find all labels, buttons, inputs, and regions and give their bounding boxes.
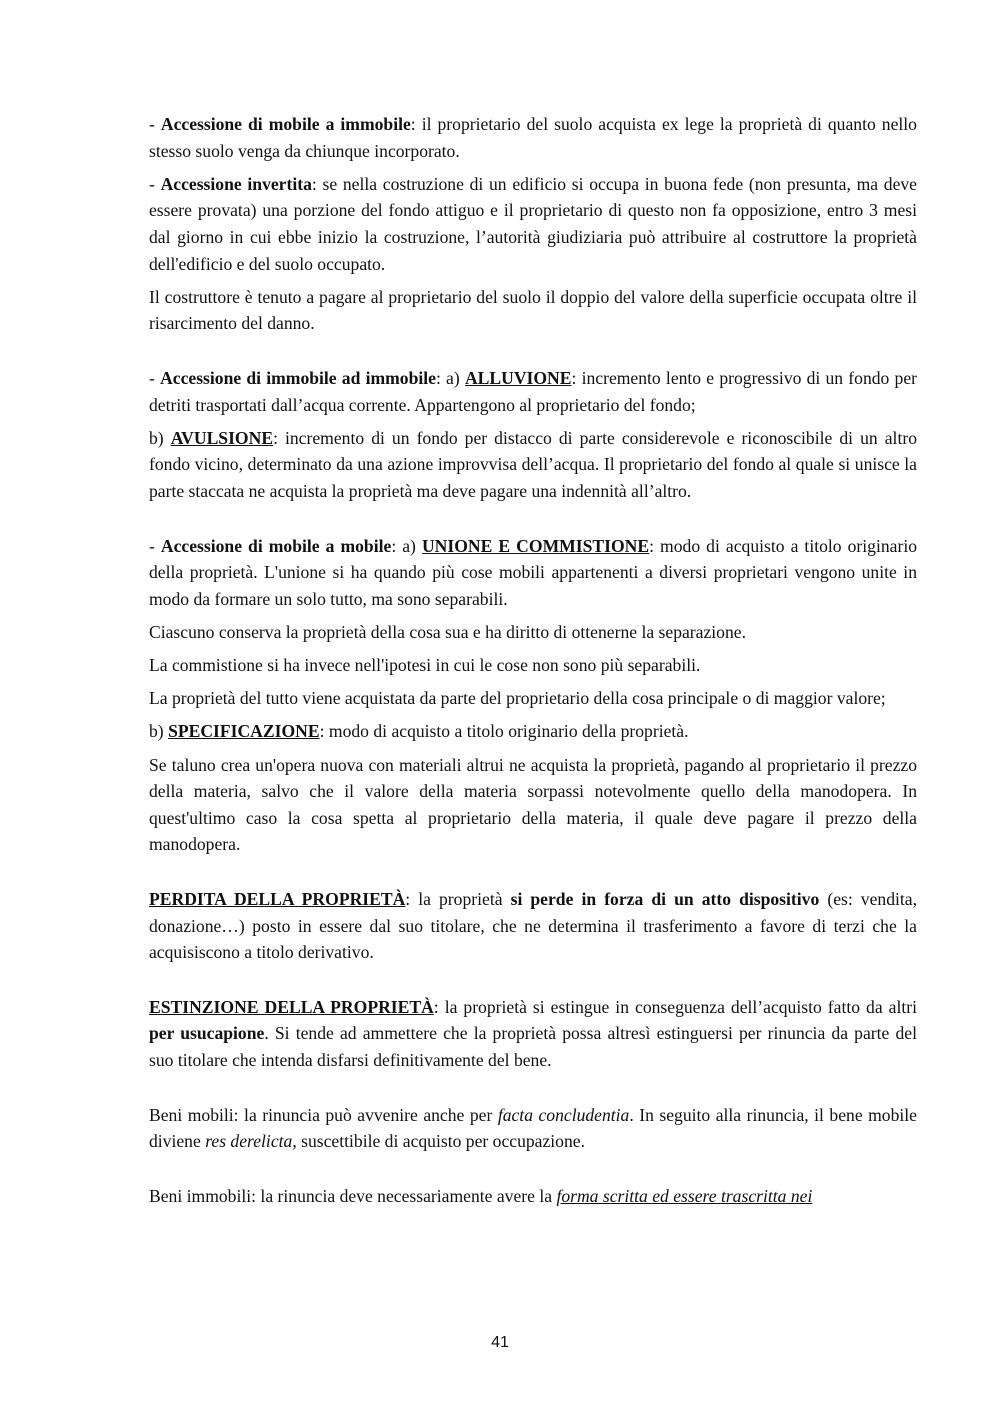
- text-run: : se nella costruzione di un edificio si occupa in buona fede (non presunta, ma deve essere provata) una porzione del fondo attiguo e il proprietario di questo non fa opposizione, entro 3 mesi dal giorno in cui ebbe inizio la costruzione, l’autorità giudiziaria può attribuire al costruttore la proprietà dell'edificio e del suolo occupato.: [149, 173, 917, 274]
- text-run: -: [149, 535, 161, 556]
- text-run: : il proprietario del suolo acquista ex lege la proprietà di quanto nello stesso suolo venga da chiunque incorporato.: [149, 114, 917, 161]
- paragraph-p10: [149, 718, 917, 745]
- paragraph-p15: [149, 1183, 917, 1210]
- text-run: : modo di acquisto a titolo originario della proprietà. L'unione si ha quando più cose mobili appartenenti a diversi proprietari vengono unite in modo da formare un solo tutto, ma sono separabili.: [149, 535, 917, 609]
- text-run: Beni mobili: la rinuncia può avvenire anche per: [149, 1104, 498, 1125]
- emphasis-bu: ESTINZIONE DELLA PROPRIETÀ: [149, 996, 434, 1017]
- text-run: La proprietà del tutto viene acquistata da parte del proprietario della cosa principale o di maggior valore;: [149, 688, 886, 709]
- emphasis-b: Accessione di mobile a immobile: [160, 114, 411, 134]
- emphasis-i: res derelicta: [205, 1131, 293, 1152]
- paragraph-p3: [149, 284, 917, 337]
- emphasis-b: si perde in forza di un atto dispositivo: [510, 889, 820, 909]
- text-run: Beni immobili: la rinuncia deve necessariamente avere la: [149, 1185, 557, 1206]
- text-run: . Si tende ad ammettere che la proprietà possa altresì estinguersi per rinuncia da parte del suo titolare che intenda disfarsi definitivamente del bene.: [149, 1023, 917, 1070]
- emphasis-b: Accessione di mobile a mobile: [160, 535, 392, 556]
- paragraph-p5: [149, 425, 917, 505]
- paragraph-p8: [149, 652, 917, 679]
- text-run: : a): [435, 367, 465, 388]
- text-run: b): [149, 721, 169, 742]
- paragraph-p6: [149, 533, 917, 613]
- emphasis-bu: SPECIFICAZIONE: [168, 721, 320, 742]
- text-run: : modo di acquisto a titolo originario della proprietà.: [319, 721, 689, 742]
- text-run: -: [149, 173, 161, 194]
- text-run: -: [149, 114, 161, 134]
- paragraph-p4: [149, 365, 917, 418]
- text-run: (es: vendita, donazione…) posto in essere dal suo titolare, che ne determina il trasferimento a favore di terzi che la acquisiscono a titolo derivativo.: [149, 889, 917, 963]
- paragraph-p7: [149, 619, 917, 646]
- text-run: , suscettibile di acquisto per occupazione.: [292, 1131, 585, 1152]
- text-run: Il costruttore è tenuto a pagare al proprietario del suolo il doppio del valore della superficie occupata oltre il risarcimento del danno.: [149, 286, 917, 334]
- text-run: -: [149, 367, 161, 388]
- paragraph-p13: [149, 994, 917, 1074]
- page-number: 41: [491, 1334, 509, 1351]
- emphasis-bu: UNIONE E COMMISTIONE: [421, 535, 650, 556]
- emphasis-iu: forma scritta ed essere trascritta nei: [556, 1185, 813, 1206]
- text-run: : la proprietà: [405, 889, 511, 909]
- text-run: Ciascuno conserva la proprietà della cosa sua e ha diritto di ottenerne la separazione.: [149, 621, 746, 642]
- text-run: b): [149, 427, 171, 448]
- text-run: : incremento lento e progressivo di un fondo per detriti trasportati dall’acqua corrente. Appartengono al proprietario del fondo;: [149, 367, 918, 415]
- emphasis-bu: AVULSIONE: [170, 427, 274, 448]
- text-run: La commistione si ha invece nell'ipotesi in cui le cose non sono più separabili.: [149, 655, 701, 676]
- emphasis-b: Accessione di immobile ad immobile: [160, 367, 436, 388]
- paragraph-p2: [149, 171, 917, 277]
- paragraph-p9: [149, 685, 917, 712]
- emphasis-b: Accessione invertita: [160, 173, 312, 194]
- text-run: . In seguito alla rinuncia, il bene mobile diviene: [149, 1104, 917, 1152]
- text-run: : la proprietà si estingue in conseguenza dell’acquisto fatto da altri: [433, 996, 917, 1017]
- text-run: Se taluno crea un'opera nuova con materiali altrui ne acquista la proprietà, pagando al proprietario il prezzo della materia, salvo che il valore della materia sorpassi notevolmente quello della manodopera. In quest'ultimo caso la cosa spetta al proprietario della materia, il quale deve pagare il prezzo della manodopera.: [149, 754, 917, 855]
- page-body: [149, 111, 917, 1216]
- text-run: : a): [391, 535, 422, 556]
- text-run: : incremento di un fondo per distacco di parte considerevole e riconoscibile di un altro fondo vicino, determinato da una azione improvvisa dell’acqua. Il proprietario del fondo al quale si unisce la parte staccata ne acquista la proprietà ma deve pagare una indennità all’altro.: [149, 427, 917, 501]
- emphasis-b: per usucapione: [149, 1023, 265, 1044]
- emphasis-bu: PERDITA DELLA PROPRIETÀ: [149, 889, 406, 909]
- emphasis-bu: ALLUVIONE: [464, 367, 572, 388]
- paragraph-p1: [149, 111, 917, 164]
- emphasis-i: facta concludentia: [497, 1104, 630, 1125]
- paragraph-p14: [149, 1102, 917, 1155]
- paragraph-p11: [149, 752, 917, 858]
- paragraph-p12: [149, 886, 917, 966]
